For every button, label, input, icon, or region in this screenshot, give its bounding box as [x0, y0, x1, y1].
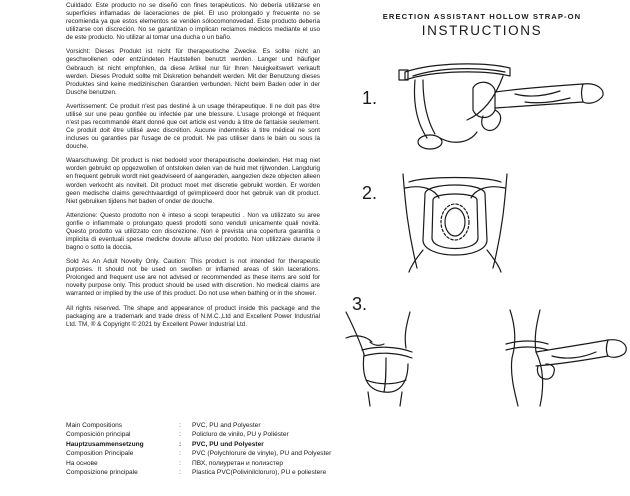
- composition-row: [66, 430, 366, 439]
- composition-colon: :: [179, 431, 181, 439]
- warnings-column: [66, 2, 320, 335]
- composition-colon: :: [179, 440, 182, 448]
- composition-value: ПВХ, полиуретан и полиэстер: [192, 459, 284, 467]
- composition-value: PVC (Polychlorure de vinyle), PU and Polyester: [192, 450, 332, 458]
- step-3-number: 3.: [352, 294, 368, 314]
- composition-value: PVC, PU und Polyester: [192, 440, 264, 448]
- warning-german: Vorsicht: Dieses Produkt ist nicht für therapeutische Zwecke. Es sollte nicht an geschwollenen oder entzündeten Hautstellen benutzt werden. Langer und häufiger Gebrauch ist nicht empfohlen, da diese Artikel nur für Ihren Neuigkeitswert verkauft werden. Dieses Produkt sollte mit Diskretion behandelt werden. Mit der Benutzung dieses Produktes sind keine medizinischen Garantien verbunden. Nicht beim Baden oder in der Dusche benutzen.: [66, 48, 320, 96]
- warning-spanish: Cuildado: Este producto no se diseñó con fines terapéuticos. No debería utilizarse en superficies inflamadas de laceraciones de piel. El uso prolongado y frecuente no se recomienda ya que estos elementos se venden sólocomonovedad. Este producto debería utilizarse con discreción. No se garantizan o implican reclamos médicos mediante el uso de este producto. No utilizar al tomar una ducha o un baño.: [66, 2, 320, 42]
- composition-row: [66, 449, 366, 458]
- composition-label: На основе: [66, 459, 98, 467]
- composition-colon: :: [179, 469, 181, 477]
- composition-colon: :: [179, 450, 181, 458]
- warning-french: Avertissement: Ce produit n'est pas destiné à un usage thérapeutique. Il ne doit pas être utilisé sur une peau gonflée ou infectée par une blessure. L'usage prolongé et fréquent n'est pas recommandé étant donné que cet article est vendu à titre de fantaisie seulement. Ce produit doit être utilisé avec discrétion. Aucune indemnités à titre médical ne sont incluses ou garanties par l'usage de ce produit. Ne pas utiliser dans le bain ou sous la douche.: [66, 102, 320, 151]
- composition-label: Main Compositions: [66, 422, 123, 429]
- composition-value: Policluro de vinilo, PU y Poliéster: [192, 431, 289, 439]
- composition-row: [66, 421, 366, 430]
- warning-english: Sold As An Adult Novelty Only. Caution: This product is not intended for therapeutic purposes. It should not be used on swollen or inflamed areas of skin lacerations. Prolonged and frequent use are not advised or recommended as these items are sold for novelty purpose only. This product should be used with discretion. No medical claims are warranted or implied by the use of this product. Do not use when bathing or in the shower.: [66, 258, 320, 298]
- composition-row: [66, 459, 366, 468]
- instructions-column: [340, 0, 630, 496]
- composition-colon: :: [179, 459, 181, 467]
- copyright-notice: All rights reserved. The shape and appearance of product inside this package and the packaging are a trademark and trade dress of N.M.C.,Ltd and Excellent Power Industrial Ltd. TM, ® & Copyright © 2021 by Excellent Power Industrial Ltd.: [66, 304, 320, 328]
- instructions-heading: INSTRUCTIONS: [421, 23, 543, 38]
- step-1-number: 1.: [362, 88, 378, 108]
- composition-table: [66, 421, 366, 478]
- product-name: ERECTION ASSISTANT HOLLOW STRAP-ON: [382, 12, 582, 21]
- warning-dutch: Waarschuwing: Dit product is niet bedoeld voor therapeutische doeleinden. Het mag niet worden gebruikt op opgezwollen of ontstoken delen van de huid met rijtwonden. Langdurig en frequent gebruik wordt niet geadviseerd of aangeraden, aangezien deze objecten alleen worden verkocht als noviteit. Dit product moet met discretie gebruikt worden. Er worden geen medische claims gerechtvaardigd of geïmpliceerd door het gebruik van dit product. Niet gebruiken tijdens het baden of onder de douche.: [66, 157, 320, 205]
- composition-label: Composición principal: [66, 431, 131, 439]
- composition-value: PVC, PU and Polyester: [192, 422, 261, 429]
- composition-value: Plastica PVC(Polivinilcloruro), PU e poliestere: [192, 469, 327, 477]
- composition-colon: :: [179, 422, 181, 429]
- harness-with-strap-on-illustration: [395, 58, 610, 158]
- warning-italian: Attenzione: Questo prodotto non è inteso a scopi terapeutici . Non va utilizzato su aree gonfie o infiammate o prolungato questi prodotti sono venduti unicamente quali novità. Questo prodotto va utilizzato con discrezione. Non è prevista una copertura garantita o implicita di eventuali spese mediche dovute all'uso del prodotto. Non utilizzare durante il bagno o sotto la doccia.: [66, 211, 320, 252]
- composition-label: Composizione principale: [66, 469, 138, 477]
- composition-row: [66, 440, 366, 449]
- composition-label: Composition Principale: [66, 450, 134, 458]
- wearing-strap-on-side-view-illustration: [340, 308, 630, 408]
- composition-row: [66, 468, 366, 477]
- hollow-pouch-front-view-illustration: [395, 168, 515, 278]
- composition-label: Hauptzusammensetzung: [66, 440, 144, 448]
- step-2-number: 2.: [362, 183, 378, 203]
